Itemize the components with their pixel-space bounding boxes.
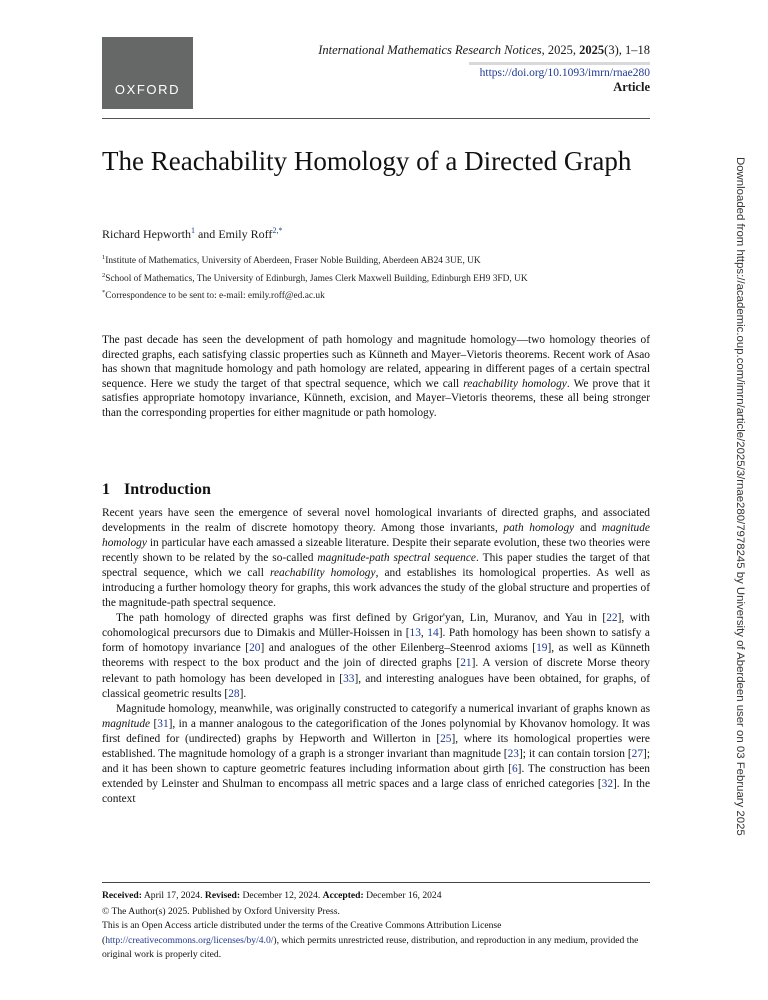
journal-name: International Mathematics Research Notices [318, 43, 542, 57]
citation-link[interactable]: 6 [511, 762, 518, 775]
citation-link[interactable]: 19 [536, 642, 548, 655]
license-text: This is an Open Access article distributed under the terms of the Creative Commons Attribution License (http://creativecommons.org/licenses/by/4.0/), which permits unrestricted reuse, distribution, and reproduction in any medium, provided the original work is properly cited. [102, 920, 639, 960]
citation-link[interactable]: 14 [427, 627, 439, 640]
doi-link[interactable]: https://doi.org/10.1093/imrn/rnae280 [479, 67, 650, 79]
footer-divider [102, 882, 650, 883]
author-roff[interactable]: Emily Roff [218, 227, 273, 241]
section-heading [102, 481, 211, 499]
author-list: Richard Hepworth$^1$ and Emily Roff$^{2,*}$ [102, 226, 283, 241]
correspondence: *Correspondence to be sent to: e-mail: emily.roff@ed.ac.uk [102, 289, 325, 302]
abstract: The past decade has seen the development of path homology and magnitude homology—two homology theories of directed graphs, each satisfying classic properties such as Künneth and Mayer–Vietoris theorems. Recent work of Asao has shown that magnitude homology and path homology are related, appearing in different pages of a certain spectral sequence. Here we study the target of that spectral sequence, which we call reachability homology. We prove that it satisfies appropriate homotopy invariance, Künneth, excision, and Mayer–Vietoris theorems, these all being stronger than the corresponding properties for either magnitude or path homology. [102, 334, 651, 419]
copyright: © The Author(s) 2025. Published by Oxford University Press. [102, 906, 340, 918]
section-number: 1 [102, 481, 110, 498]
paragraph: The path homology of directed graphs was first defined by Grigor'yan, Lin, Muranov, and Yau in [22], with cohomological precursors due to Dimakis and Müller-Hoissen in [13, 14]. Path homology has been shown to satisfy a form of homotopy invariance [20] and analogues of the other Eilenberg–Steenrod axioms [19], as well as Künneth theorems with respect to the box product and the join of directed graphs [21]. A version of discrete Morse theory relevant to path homology has been developed in [33], and interesting analogues have been obtained, for graphs, of classical geometric results [28]. [102, 612, 651, 700]
license-link[interactable]: http://creativecommons.org/licenses/by/4.0/ [105, 934, 274, 946]
logo-text: OXFORD [114, 82, 181, 97]
author-hepworth[interactable]: Richard Hepworth [102, 227, 191, 241]
download-watermark: Downloaded from https://academic.oup.com/imrn/article/2025/3/rnae280/7978245 by University of Aberdeen user on 03 February 2025 [734, 157, 746, 836]
header-divider [469, 62, 650, 65]
affiliation-1: $^1$Institute of Mathematics, University of Aberdeen, Fraser Noble Building, Aberdeen AB24 3UE, UK [102, 254, 481, 267]
journal-citation: International Mathematics Research Notices, 2025, 2025(3), 1–18 [318, 43, 650, 57]
author1-affil-ref[interactable]: 1 [190, 226, 195, 235]
citation-link[interactable]: 13 [409, 627, 421, 640]
citation-link[interactable]: 25 [440, 732, 452, 745]
body-text [102, 506, 650, 807]
affiliations [102, 251, 650, 304]
citation-link[interactable]: 32 [601, 777, 614, 790]
author2-affil-ref[interactable]: 2,* [272, 226, 283, 235]
journal-year: 2025, [547, 43, 577, 57]
article-type: Article [613, 80, 650, 94]
section-title: Introduction [124, 481, 211, 498]
affiliation-2: $^2$School of Mathematics, The University of Edinburgh, James Clerk Maxwell Building, Edinburgh EH9 3FD, UK [102, 271, 528, 284]
citation-link[interactable]: 23 [507, 747, 519, 760]
paragraph: Magnitude homology, meanwhile, was originally constructed to categorify a numerical invariant of graphs known as magnitude [31], in a manner analogous to the categorification of the Jones polynomial by Khovanov homology. It was first defined for (undirected) graphs by Hepworth and Willerton in [25], where its homological properties were established. The magnitude homology of a graph is a stronger invariant than magnitude [23]; it can contain torsion [27]; and it has been shown to capture geometric features including information about girth [6]. The construction has been extended by Leinster and Shulman to encompass all metric spaces and a large class of enriched categories [32]. In the context [102, 702, 651, 805]
journal-volume: 2025 [579, 43, 605, 57]
citation-link[interactable]: 21 [460, 657, 472, 670]
citation-link[interactable]: 33 [343, 672, 355, 685]
top-divider [102, 118, 650, 119]
citation-link[interactable]: 27 [631, 747, 644, 760]
paper-title: The Reachability Homology of a Directed Graph [102, 146, 632, 176]
citation-link[interactable]: 28 [228, 687, 240, 700]
publisher-logo [102, 37, 193, 109]
citation-link[interactable]: 22 [606, 612, 618, 625]
citation-link[interactable]: 31 [157, 717, 169, 730]
citation-link[interactable]: 20 [249, 642, 261, 655]
article-footer [102, 889, 650, 962]
journal-issue: (3), 1–18 [604, 43, 650, 57]
history-dates: Received: April 17, 2024. Revised: December 12, 2024. Accepted: December 16, 2024 [102, 890, 442, 901]
paragraph: Recent years have seen the emergence of several novel homological invariants of directed graphs, and associated developments in the realm of discrete homotopy theory. Among those invariants, path homology and magnitude homology in particular have each amassed a sizeable literature. Despite their separate evolution, these two theories were recently shown to be related by the so-called magnitude-path spectral sequence. This paper studies the target of that spectral sequence, which we call reachability homology, and establishes its homological properties. As well as introducing a further homology theory for graphs, this work advances the study of the global structure and properties of the magnitude-path spectral sequence. [102, 507, 651, 610]
